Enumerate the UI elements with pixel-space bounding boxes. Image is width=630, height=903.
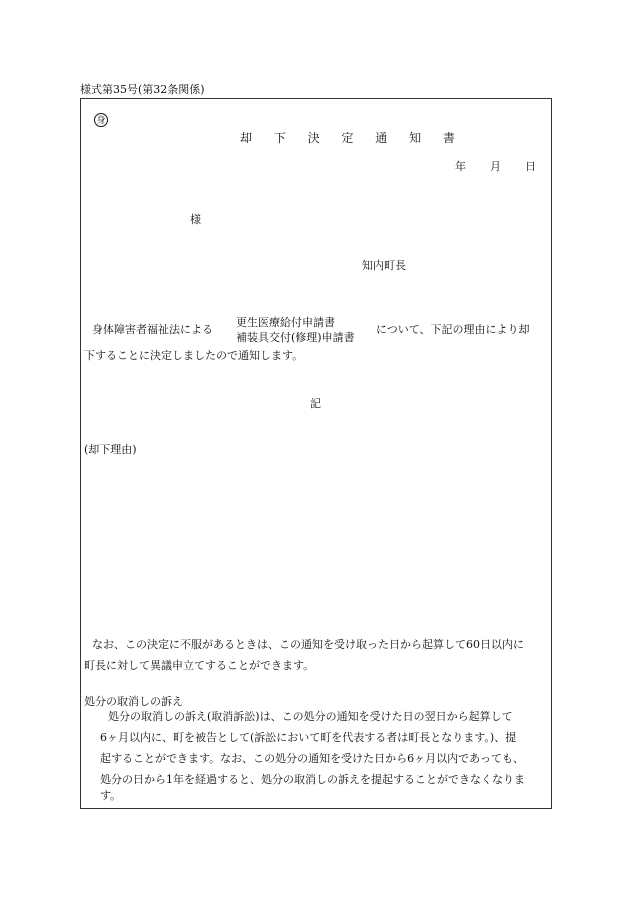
ki-heading: 記: [310, 397, 321, 410]
revocation-heading: 処分の取消しの訴え: [84, 695, 183, 708]
body-tail-text: について、下記の理由により却: [376, 323, 530, 336]
revocation-line-1: 処分の取消しの訴え(取消訴訟)は、この処分の通知を受けた日の翌日から起算して: [108, 710, 513, 723]
date-day-label: 日: [525, 160, 536, 173]
form-number: 様式第35号(第32条関係): [80, 83, 205, 96]
reason-label: (却下理由): [84, 443, 137, 456]
revocation-line-3: 起することができます。なお、この処分の通知を受けた日から6ヶ月以内であっても、: [100, 752, 525, 765]
body-line-2: 下することに決定しましたので通知します。: [84, 349, 304, 362]
application-type-1: 更生医療給付申請書: [236, 316, 335, 329]
addressee-suffix: 様: [190, 213, 201, 226]
application-type-2: 補装具交付(修理)申請書: [236, 331, 355, 344]
body-lead-text: 身体障害者福祉法による: [92, 323, 213, 336]
appeal-notice-line-1: なお、この決定に不服があるときは、この通知を受け取った日から起算して60日以内に: [92, 638, 524, 651]
appeal-notice-line-2: 町長に対して異議申立てすることができます。: [84, 659, 315, 672]
date-month-label: 月: [490, 160, 501, 173]
date-year-label: 年: [455, 160, 466, 173]
revocation-line-5: す。: [100, 789, 122, 802]
seal-mark-icon: 身: [94, 113, 108, 127]
issuer-name: 知内町長: [362, 259, 406, 272]
revocation-line-2: 6ヶ月以内に、町を被告として(訴訟において町を代表する者は町長となります。)、提: [100, 731, 517, 744]
document-title: 却 下 決 定 通 知 書: [240, 131, 464, 145]
revocation-line-4: 処分の日から1年を経過すると、処分の取消しの訴えを提起することができなくなりま: [100, 773, 525, 786]
